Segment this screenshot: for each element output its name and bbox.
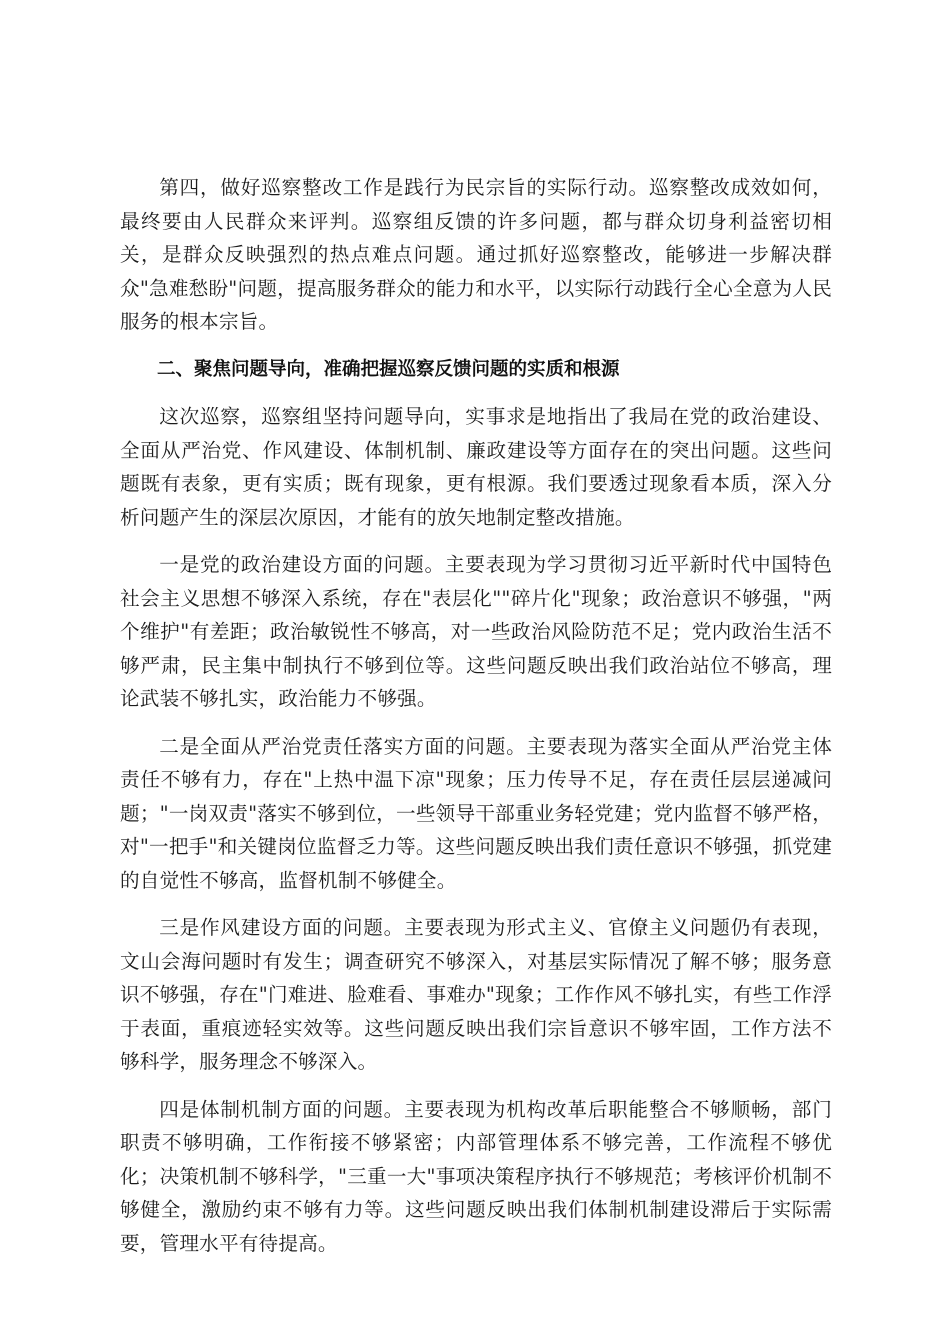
document-body: [120, 171, 832, 1274]
paragraph-inspection-overview: 这次巡察，巡察组坚持问题导向，实事求是地指出了我局在党的政治建设、全面从严治党、作风建设、体制机制、廉政建设等方面存在的突出问题。这些问题既有表象，更有实质；既有现象，更有根源。我们要透过现象看本质，深入分析问题产生的深层次原因，才能有的放矢地制定整改措施。: [120, 405, 832, 529]
paragraph-institutional-mechanisms: 四是体制机制方面的问题。主要表现为机构改革后职能整合不够顺畅，部门职责不够明确，工作衔接不够紧密；内部管理体系不够完善，工作流程不够优化；决策机制不够科学，"三重一大"事项决策程序执行不够规范；考核评价机制不够健全，激励约束不够有力等。这些问题反映出我们体制机制建设滞后于实际需要，管理水平有待提高。: [120, 1097, 832, 1255]
paragraph-work-style: 三是作风建设方面的问题。主要表现为形式主义、官僚主义问题仍有表现，文山会海问题时有发生；调查研究不够深入，对基层实际情况了解不够；服务意识不够强，存在"门难进、脸难看、事难办"现象；工作作风不够扎实，有些工作浮于表面，重痕迹轻实效等。这些问题反映出我们宗旨意识不够牢固，工作方法不够科学，服务理念不够深入。: [120, 916, 832, 1073]
paragraph-political-building: 一是党的政治建设方面的问题。主要表现为学习贯彻习近平新时代中国特色社会主义思想不够深入系统，存在"表层化""碎片化"现象；政治意识不够强，"两个维护"有差距；政治敏锐性不够高，对一些政治风险防范不足；党内政治生活不够严肃，民主集中制执行不够到位等。这些问题反映出我们政治站位不够高，理论武装不够扎实，政治能力不够强。: [120, 553, 832, 710]
paragraph-fourth-point: 第四，做好巡察整改工作是践行为民宗旨的实际行动。巡察整改成效如何，最终要由人民群众来评判。巡察组反馈的许多问题，都与群众切身利益密切相关，是群众反映强烈的热点难点问题。通过抓好巡察整改，能够进一步解决群众"急难愁盼"问题，提高服务群众的能力和水平，以实际行动践行全心全意为人民服务的根本宗旨。: [120, 176, 832, 333]
paragraph-party-governance: 二是全面从严治党责任落实方面的问题。主要表现为落实全面从严治党主体责任不够有力，存在"上热中温下凉"现象；压力传导不足，存在责任层层递减问题；"一岗双责"落实不够到位，一些领导干部重业务轻党建；党内监督不够严格，对"一把手"和关键岗位监督乏力等。这些问题反映出我们责任意识不够强，抓党建的自觉性不够高，监督机制不够健全。: [120, 734, 832, 892]
section-heading-two: 二、聚焦问题导向，准确把握巡察反馈问题的实质和根源: [157, 358, 620, 380]
